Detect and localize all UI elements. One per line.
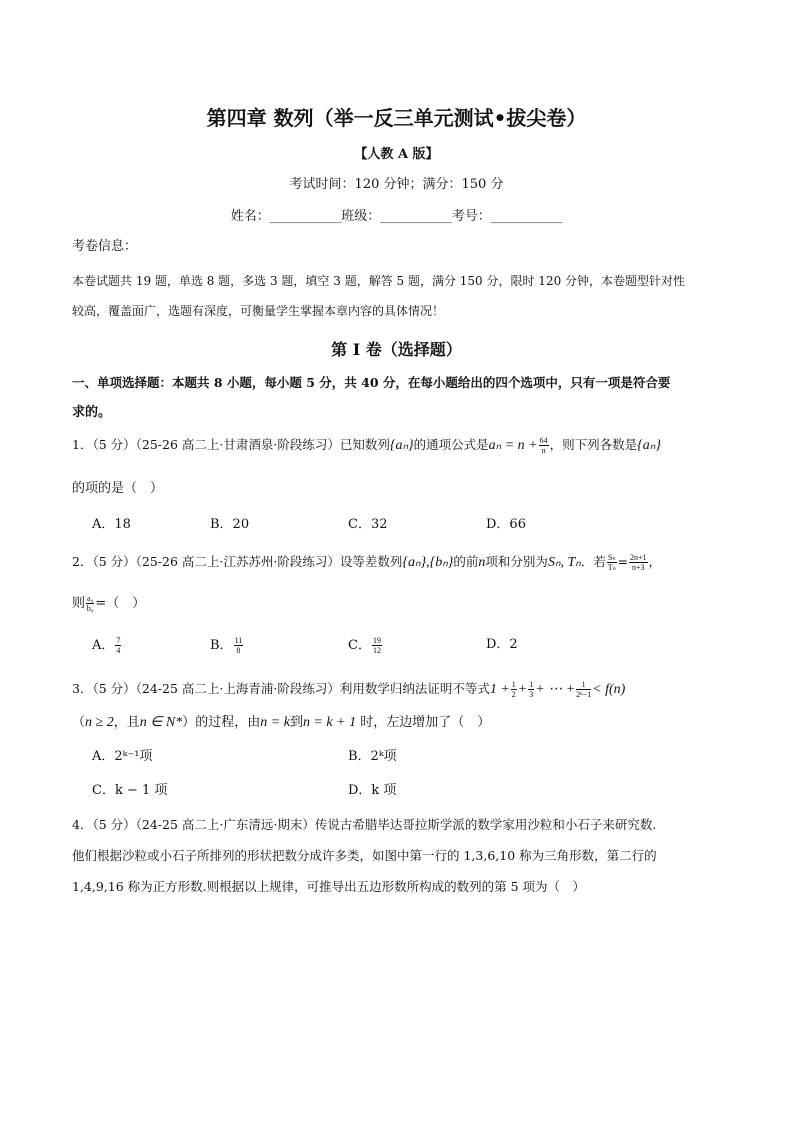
t: ）的过程，由 xyxy=(182,715,261,730)
math: n = k + 1 xyxy=(302,715,357,730)
num: 1 xyxy=(529,680,534,689)
q3-line-2 xyxy=(72,714,490,732)
q1-option-d[interactable]: D．66 xyxy=(486,517,526,532)
num: a₉ xyxy=(87,594,94,603)
edition: 【人教 A 版】 xyxy=(354,147,439,162)
q1-option-b[interactable]: B．20 xyxy=(210,517,250,532)
den: 8 xyxy=(236,646,241,655)
q3-option-d[interactable]: D．k 项 xyxy=(348,783,397,798)
q2-mid: 的前 xyxy=(453,554,479,569)
info-line-1: 本卷试题共 19 题，单选 8 题，多选 3 题，填空 3 题，解答 5 题，满分 150 分，限时 120 分钟，本卷题型针对性 xyxy=(72,274,686,288)
q2-st: Sₙ, Tₙ xyxy=(547,555,581,570)
q2-line-2 xyxy=(72,594,145,613)
q2-n: n xyxy=(478,555,486,570)
part1-line-1: 一、单项选择题：本题共 8 小题，每小题 5 分，共 40 分，在每小题给出的四个选项中，只有一项是符合要 xyxy=(72,375,671,390)
q3-s2: + xyxy=(517,682,528,697)
fraction xyxy=(234,636,244,655)
q1-seq2: {aₙ} xyxy=(637,438,661,453)
q2-line2-pre: 则 xyxy=(72,596,86,611)
part1-line-2: 求的。 xyxy=(72,405,112,420)
label: B． xyxy=(210,638,233,653)
fraction xyxy=(372,636,382,655)
q2-line2-post: =（ ） xyxy=(95,596,146,611)
t: 时，左边增加了（ ） xyxy=(356,715,491,730)
fraction xyxy=(528,680,534,699)
question-2 xyxy=(72,553,661,572)
q2-option-b[interactable] xyxy=(210,636,244,655)
q1-formula: aₙ = n + xyxy=(488,438,538,453)
q3-option-b[interactable]: B．2ᵏ项 xyxy=(348,749,397,764)
info-line-2: 较高，覆盖面广，选题有深度，可衡量学生掌握本章内容的具体情况！ xyxy=(72,304,445,318)
label: A． xyxy=(92,638,115,653)
t: ，且 xyxy=(113,715,140,730)
num: 1 xyxy=(511,680,516,689)
q1-seq: {aₙ} xyxy=(389,438,414,453)
q2-mid3: ．若 xyxy=(580,554,606,569)
question-1 xyxy=(72,436,661,455)
q2-option-d[interactable]: D．2 xyxy=(486,637,518,652)
q1-fraction xyxy=(539,436,549,455)
den: n xyxy=(541,446,546,455)
q2-seqs: {aₙ},{bₙ} xyxy=(402,555,454,570)
q3-option-c[interactable]: C．k − 1 项 xyxy=(92,783,168,798)
q1-option-c[interactable]: C．32 xyxy=(348,517,388,532)
question-3 xyxy=(72,680,625,699)
section-title: 第 I 卷（选择题） xyxy=(331,340,462,359)
q2-prefix: 2．（5 分）（25-26 高二上·江苏苏州·阶段练习）设等差数列 xyxy=(72,554,403,569)
q4-line-1: 4．（5 分）（24-25 高二上·广东清远·期末）传说古希腊毕达哥拉斯学派的数学家用沙粒和小石子来研究数. xyxy=(72,817,657,832)
num: 1 xyxy=(576,680,591,690)
den: 2ⁿ−1 xyxy=(576,690,592,699)
q1-prefix: 1．（5 分）（25-26 高二上·甘肃酒泉·阶段练习）已知数列 xyxy=(72,437,390,452)
q3-s4: < f(n) xyxy=(592,682,626,697)
t: （ xyxy=(72,715,86,730)
t: 到 xyxy=(289,715,303,730)
num: 11 xyxy=(234,636,243,645)
fraction xyxy=(576,680,591,699)
label: C． xyxy=(348,638,371,653)
den: 2 xyxy=(511,690,516,699)
den: Tₙ xyxy=(607,563,616,572)
math: n ∈ N* xyxy=(139,715,183,730)
num: Sₙ xyxy=(607,553,616,562)
math: n = k xyxy=(260,715,290,730)
num: 19 xyxy=(372,636,381,645)
q2-fraction-ab xyxy=(86,594,94,613)
q4-line-2: 他们根据沙粒或小石子所排列的形状把数分成许多类，如图中第一行的 1,3,6,10 称为三角形数，第二行的 xyxy=(72,848,657,863)
num: 64 xyxy=(539,436,548,445)
den: 12 xyxy=(372,646,381,655)
info-label: 考卷信息： xyxy=(72,239,138,254)
q3-option-a[interactable]: A．2ᵏ⁻¹项 xyxy=(92,749,153,764)
num: 7 xyxy=(116,636,121,645)
q1-line-2: 的项的是（ ） xyxy=(72,481,164,496)
q1-option-a[interactable]: A．18 xyxy=(92,517,131,532)
page-title: 第四章 数列（举一反三单元测试•拔尖卷） xyxy=(206,106,587,130)
fraction xyxy=(115,636,121,655)
den: b₉ xyxy=(86,604,94,613)
fraction xyxy=(511,680,517,699)
q2-end: ， xyxy=(648,554,662,569)
q3-prefix: 3．（5 分）（24-25 高二上·上海青浦·阶段练习）利用数学归纳法证明不等式 xyxy=(72,681,490,696)
den: 3 xyxy=(529,690,534,699)
num: 2n+1 xyxy=(630,553,647,562)
q1-suffix: ，则下列各数是 xyxy=(549,437,638,452)
student-fields: 姓名：___________班级：___________考号：___________ xyxy=(230,209,563,224)
exam-time: 考试时间：120 分钟；满分：150 分 xyxy=(289,177,504,192)
den: n+3 xyxy=(632,563,645,572)
q2-fraction-ratio xyxy=(629,553,648,572)
q2-mid2: 项和分别为 xyxy=(485,554,548,569)
q3-s1: 1 + xyxy=(489,682,510,697)
q4-line-3: 1,4,9,16 称为正方形数.则根据以上规律，可推导出五边形数所构成的数列的第 5 项为（ ） xyxy=(72,879,586,894)
den: 4 xyxy=(116,646,121,655)
q2-option-c[interactable] xyxy=(348,636,383,655)
q2-eq: = xyxy=(617,554,629,569)
q1-mid: 的通项公式是 xyxy=(413,437,489,452)
math: n ≥ 2 xyxy=(85,715,114,730)
q2-option-a[interactable] xyxy=(92,636,122,655)
q3-s3: + ⋯ + xyxy=(535,682,576,697)
q2-fraction-st xyxy=(607,553,617,572)
